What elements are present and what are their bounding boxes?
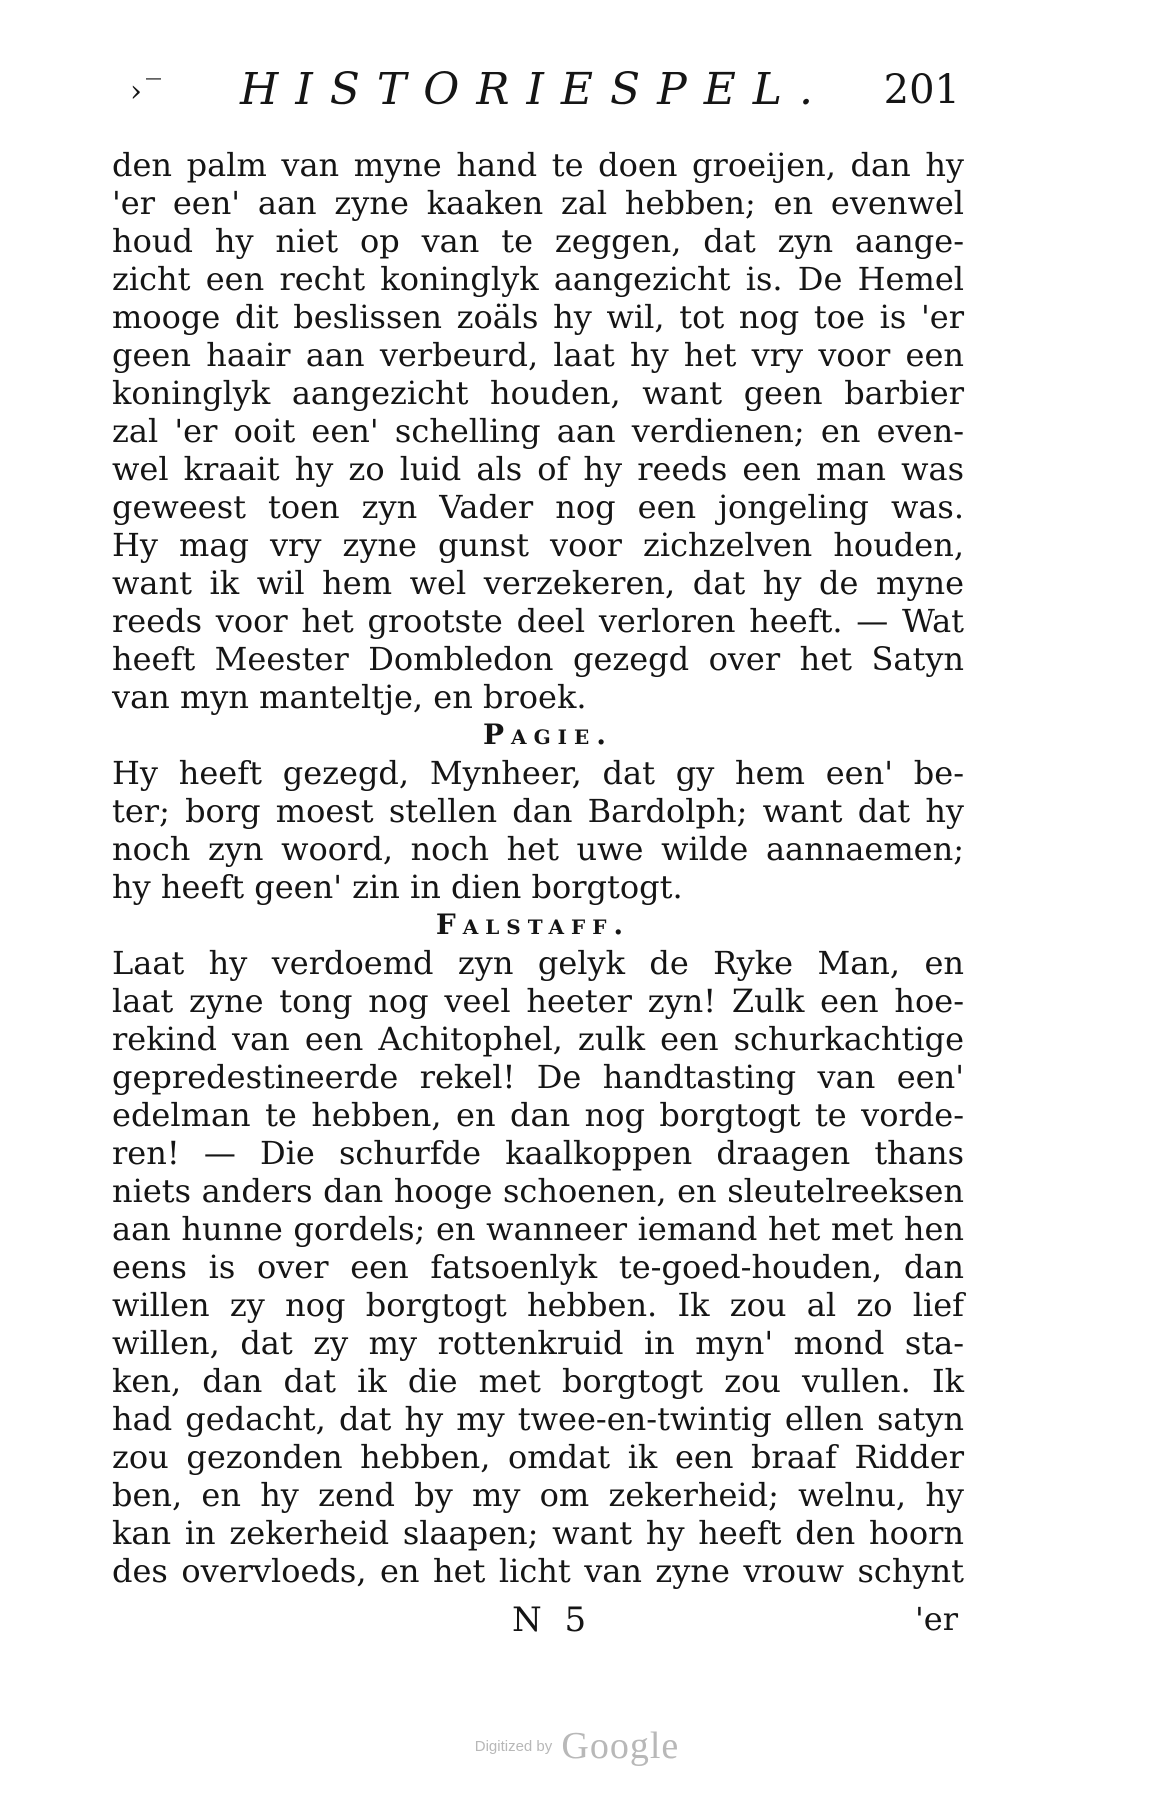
- page-footer: [112, 1600, 964, 1650]
- speech-line: ter; borg moest stellen dan Bardolph; want dat hy: [112, 792, 964, 830]
- speech-line: kan in zekerheid slaapen; want hy heeft den hoorn: [112, 1514, 964, 1552]
- speech-line: Hy heeft gezegd, Mynheer, dat gy hem een' be-: [112, 754, 964, 792]
- speech-line: gepredestineerde rekel! De handtasting van een': [112, 1058, 964, 1096]
- speech-line: eens is over een fatsoenlyk te-goed-houden, dan: [112, 1248, 964, 1286]
- page-header: [120, 60, 960, 120]
- speech-line: laat zyne tong nog veel heeter zyn! Zulk een hoe-: [112, 982, 964, 1020]
- text-line: Hy mag vry zyne gunst voor zichzelven houden,: [112, 526, 964, 564]
- text-line: zicht een recht koninglyk aangezicht is. De Hemel: [112, 260, 964, 298]
- speech-line: willen, dat zy my rottenkruid in myn' mond sta-: [112, 1324, 964, 1362]
- speech-line: ken, dan dat ik die met borgtogt zou vullen. Ik: [112, 1362, 964, 1400]
- running-head: HISTORIESPEL.: [240, 64, 831, 115]
- watermark-prefix: Digitized by: [474, 1737, 553, 1755]
- text-line: heeft Meester Dombledon gezegd over het Satyn: [112, 640, 964, 678]
- text-line: 'er een' aan zyne kaaken zal hebben; en evenwel: [112, 184, 964, 222]
- text-line: zal 'er ooit een' schelling aan verdienen; en even-: [112, 412, 964, 450]
- speech-line: ben, en hy zend by my om zekerheid; welnu, hy: [112, 1476, 964, 1514]
- digitized-watermark: [0, 1724, 1154, 1768]
- speech-line: had gedacht, dat hy my twee-en-twintig ellen satyn: [112, 1400, 964, 1438]
- speech-line: Laat hy verdoemd zyn gelyk de Ryke Man, en: [112, 944, 964, 982]
- speech-line: edelman te hebben, en dan nog borgtogt te vorde-: [112, 1096, 964, 1134]
- speech-line: aan hunne gordels; en wanneer iemand het met hen: [112, 1210, 964, 1248]
- speech-line: willen zy nog borgtogt hebben. Ik zou al zo lief: [112, 1286, 964, 1324]
- text-line: wel kraait hy zo luid als of hy reeds een man was: [112, 450, 964, 488]
- speech-line: hy heeft geen' zin in dien borgtogt.: [112, 868, 683, 906]
- speech-line: des overvloeds, en het licht van zyne vrouw schynt: [112, 1552, 964, 1590]
- speech-line: niets anders dan hooge schoenen, en sleutelreeksen: [112, 1172, 964, 1210]
- speech-line: noch zyn woord, noch het uwe wilde aannaemen;: [112, 830, 964, 868]
- text-line: mooge dit beslissen zoäls hy wil, tot nog toe is 'er: [112, 298, 964, 336]
- text-line: koninglyk aangezicht houden, want geen barbier: [112, 374, 964, 412]
- speaker-heading-falstaff: Falstaff.: [435, 908, 631, 941]
- signature-mark: N 5: [512, 1600, 593, 1640]
- speech-line: rekind van een Achitophel, zulk een schurkachtige: [112, 1020, 964, 1058]
- page-body: [112, 146, 964, 1590]
- page-number: 201: [883, 67, 960, 113]
- speaker-heading-pagie: Pagie.: [483, 718, 613, 751]
- text-line: den palm van myne hand te doen groeijen, dan hy: [112, 146, 964, 184]
- text-line: geen haair aan verbeurd, laat hy het vry voor een: [112, 336, 964, 374]
- header-ornament: ›‾: [130, 74, 165, 109]
- catchword: 'er: [914, 1600, 958, 1638]
- speech-line: zou gezonden hebben, omdat ik een braaf Ridder: [112, 1438, 964, 1476]
- text-line: reeds voor het grootste deel verloren heeft. — Wat: [112, 602, 964, 640]
- text-line: geweest toen zyn Vader nog een jongeling was.: [112, 488, 964, 526]
- text-line: van myn manteltje, en broek.: [112, 678, 587, 716]
- text-line: want ik wil hem wel verzekeren, dat hy de myne: [112, 564, 964, 602]
- text-line: houd hy niet op van te zeggen, dat zyn aange-: [112, 222, 964, 260]
- google-logo: Google: [561, 1725, 680, 1767]
- speech-line: ren! — Die schurfde kaalkoppen draagen thans: [112, 1134, 964, 1172]
